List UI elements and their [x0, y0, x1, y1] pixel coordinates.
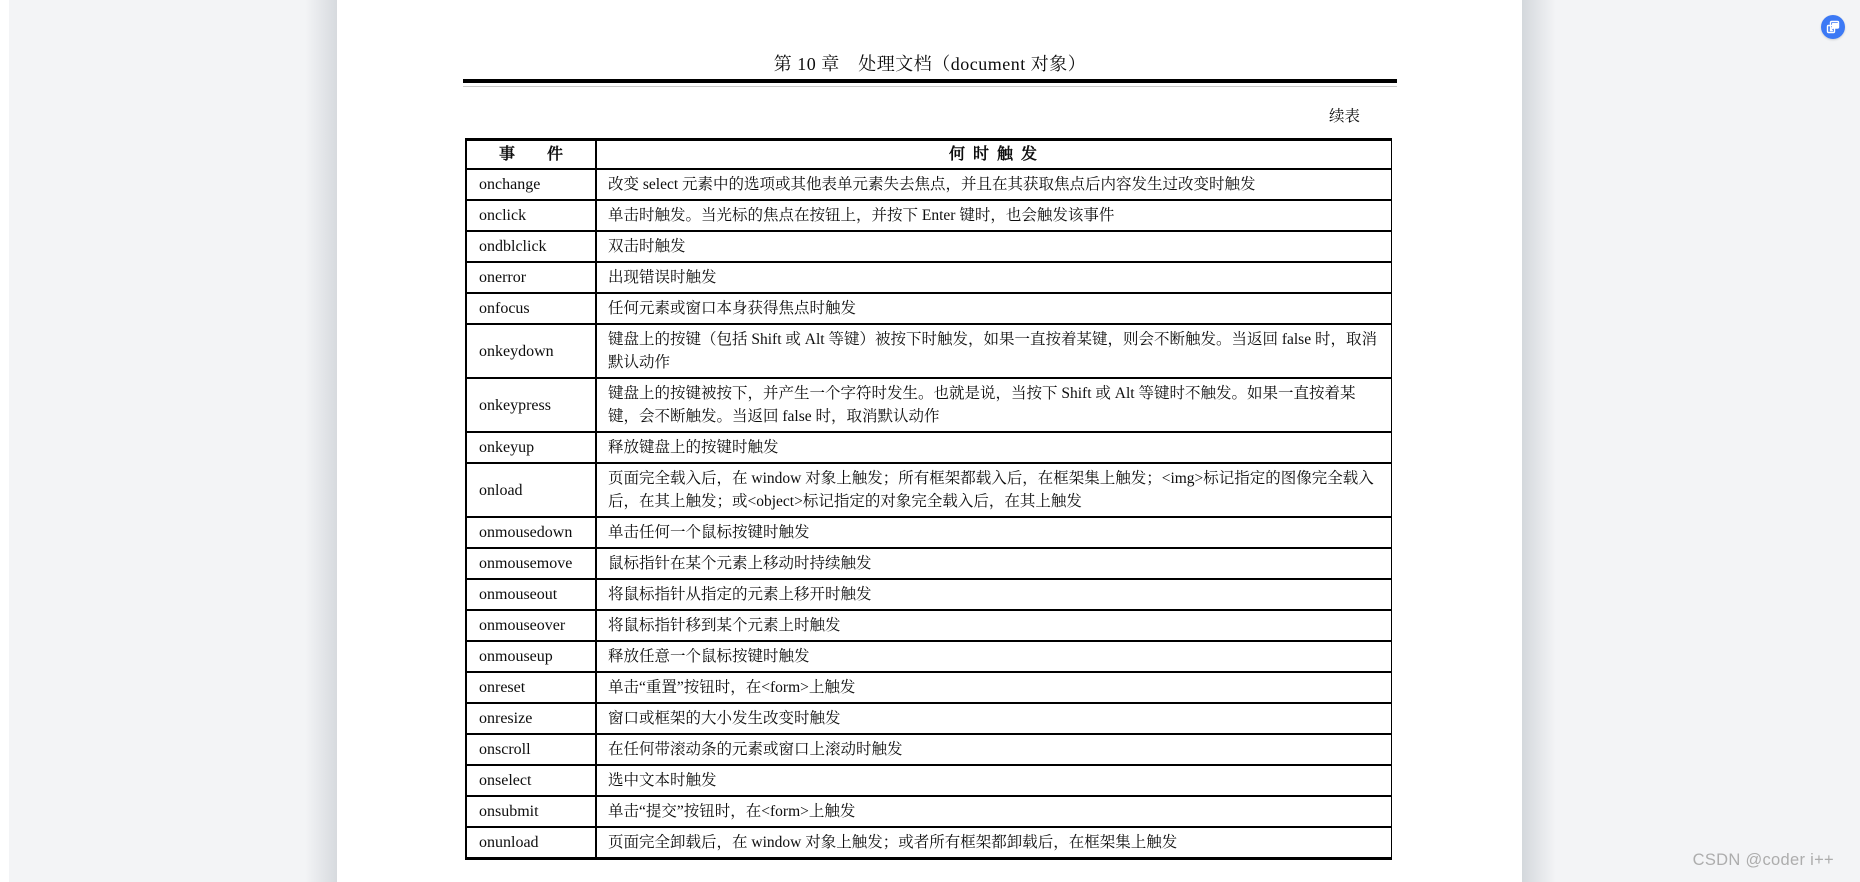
event-cell: onmousedown	[467, 518, 597, 547]
event-cell: onunload	[467, 828, 597, 857]
event-cell: onmouseover	[467, 611, 597, 640]
table-row	[467, 325, 1391, 379]
description-cell: 将鼠标指针从指定的元素上移开时触发	[608, 586, 872, 603]
description-cell: 出现错误时触发	[608, 269, 717, 286]
overlapping-windows-icon	[1826, 20, 1840, 34]
chapter-title: 第 10 章 处理文档（document 对象）	[773, 54, 1087, 74]
image-tool-button[interactable]	[1821, 15, 1845, 39]
event-cell: onchange	[467, 170, 597, 199]
event-cell: onerror	[467, 263, 597, 292]
description-cell: 单击时触发。当光标的焦点在按钮上，并按下 Enter 键时，也会触发该事件	[608, 207, 1115, 224]
chapter-title-rule-thin	[463, 86, 1397, 87]
description-cell: 页面完全载入后，在 window 对象上触发；所有框架都载入后，在框架集上触发；<img>标记指定的图像完全载入后，在其上触发；或<object>标记指定的对象完全载入后，在其上触发	[608, 470, 1374, 510]
description-cell: 窗口或框架的大小发生改变时触发	[608, 710, 841, 727]
viewport-left-edge	[0, 0, 9, 882]
description-cell: 单击“提交”按钮时，在<form>上触发	[608, 803, 856, 820]
table-row	[467, 828, 1391, 857]
table-row	[467, 232, 1391, 263]
page-shadow-left	[305, 0, 337, 882]
event-cell: onkeyup	[467, 433, 597, 462]
description-cell: 选中文本时触发	[608, 772, 717, 789]
table-row	[467, 464, 1391, 518]
description-cell: 释放键盘上的按键时触发	[608, 439, 779, 456]
events-table	[465, 138, 1392, 860]
table-row	[467, 766, 1391, 797]
description-cell: 键盘上的按键被按下，并产生一个字符时发生。也就是说，当按下 Shift 或 Alt 等键时不触发。如果一直按着某键，会不断触发。当返回 false 时，取消默认动作	[608, 385, 1356, 425]
description-cell: 任何元素或窗口本身获得焦点时触发	[608, 300, 857, 317]
event-cell: onreset	[467, 673, 597, 702]
event-cell: onfocus	[467, 294, 597, 323]
description-cell: 鼠标指针在某个元素上移动时持续触发	[608, 555, 872, 572]
table-row	[467, 611, 1391, 642]
description-cell: 在任何带滚动条的元素或窗口上滚动时触发	[608, 741, 903, 758]
table-row	[467, 518, 1391, 549]
description-cell: 改变 select 元素中的选项或其他表单元素失去焦点，并且在其获取焦点后内容发生过改变时触发	[608, 176, 1256, 193]
description-cell: 双击时触发	[608, 238, 686, 255]
table-row	[467, 704, 1391, 735]
table-header-row	[467, 141, 1391, 170]
description-cell: 单击“重置”按钮时，在<form>上触发	[608, 679, 856, 696]
page-shadow-right	[1522, 0, 1556, 882]
table-row	[467, 170, 1391, 201]
event-cell: onmousemove	[467, 549, 597, 578]
table-row	[467, 673, 1391, 704]
continued-table-label: 续表	[1328, 108, 1360, 125]
event-cell: onselect	[467, 766, 597, 795]
table-row	[467, 263, 1391, 294]
event-cell: onkeypress	[467, 379, 597, 431]
table-row	[467, 580, 1391, 611]
chapter-title-rule	[463, 79, 1397, 83]
csdn-watermark: CSDN @coder i++	[1692, 851, 1834, 869]
event-cell: onclick	[467, 201, 597, 230]
description-cell: 页面完全卸载后，在 window 对象上触发；或者所有框架都卸载后，在框架集上触发	[608, 834, 1178, 851]
event-cell: ondblclick	[467, 232, 597, 261]
event-cell: onload	[467, 464, 597, 516]
description-cell: 释放任意一个鼠标按键时触发	[608, 648, 810, 665]
table-row	[467, 433, 1391, 464]
trigger-column-header: 何 时 触 发	[948, 146, 1039, 163]
event-cell: onresize	[467, 704, 597, 733]
event-cell: onmouseout	[467, 580, 597, 609]
event-cell: onkeydown	[467, 325, 597, 377]
event-cell: onmouseup	[467, 642, 597, 671]
description-cell: 键盘上的按键（包括 Shift 或 Alt 等键）被按下时触发，如果一直按着某键，则会不断触发。当返回 false 时，取消默认动作	[608, 331, 1377, 371]
description-cell: 将鼠标指针移到某个元素上时触发	[608, 617, 841, 634]
table-row	[467, 379, 1391, 433]
table-row	[467, 294, 1391, 325]
table-row	[467, 549, 1391, 580]
event-cell: onscroll	[467, 735, 597, 764]
table-row	[467, 797, 1391, 828]
event-cell: onsubmit	[467, 797, 597, 826]
description-cell: 单击任何一个鼠标按键时触发	[608, 524, 810, 541]
event-column-header: 事 件	[467, 141, 597, 168]
table-body	[467, 170, 1391, 857]
table-row	[467, 201, 1391, 232]
table-row	[467, 642, 1391, 673]
table-row	[467, 735, 1391, 766]
